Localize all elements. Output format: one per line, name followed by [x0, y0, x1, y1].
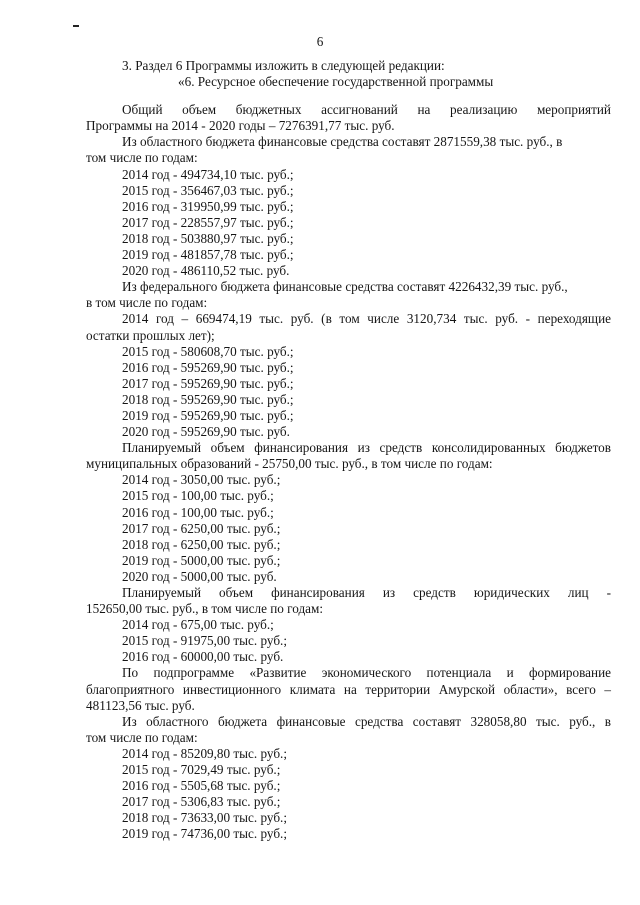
- sub-regional-line-1: Из областного бюджета финансовые средства составят 328058,80 тыс. руб., в: [122, 713, 611, 729]
- year-item: 2016 год - 60000,00 тыс. руб.: [122, 649, 284, 665]
- year-item: 2016 год - 595269,90 тыс. руб.;: [122, 359, 294, 375]
- total-line-2: Программы на 2014 - 2020 годы – 7276391,77 тыс. руб.: [86, 118, 395, 134]
- year-item: 2014 год - 675,00 тыс. руб.;: [122, 617, 274, 633]
- year-item: 2018 год - 595269,90 тыс. руб.;: [122, 391, 294, 407]
- sub-regional-line-2: том числе по годам:: [86, 729, 198, 745]
- year-item: 2019 год - 481857,78 тыс. руб.;: [122, 247, 294, 263]
- year-item: 2015 год - 91975,00 тыс. руб.;: [122, 633, 287, 649]
- subprogram-line-2: благоприятного инвестиционного климата на территории Амурской области», всего –: [86, 681, 611, 697]
- year-item: 2014 год - 494734,10 тыс. руб.;: [122, 166, 294, 182]
- federal-line-1: Из федерального бюджета финансовые средства составят 4226432,39 тыс. руб.,: [122, 279, 568, 295]
- legal-line-1: Планируемый объем финансирования из средств юридических лиц -: [122, 585, 611, 600]
- year-item: 2014 год - 85209,80 тыс. руб.;: [122, 745, 287, 761]
- federal-first-line-2: остатки прошлых лет);: [86, 327, 215, 343]
- year-item: 2017 год - 6250,00 тыс. руб.;: [122, 520, 281, 536]
- year-item: 2017 год - 228557,97 тыс. руб.;: [122, 214, 294, 230]
- year-item: 2016 год - 319950,99 тыс. руб.;: [122, 198, 294, 214]
- federal-years: [86, 344, 611, 441]
- municipal-line-2: муниципальных образований - 25750,00 тыс. руб., в том числе по годам:: [86, 456, 493, 472]
- year-item: 2015 год - 356467,03 тыс. руб.;: [122, 182, 294, 198]
- legal-years: [86, 617, 611, 665]
- regional-years: [86, 167, 611, 280]
- municipal-line-1: Планируемый объем финансирования из средств консолидированных бюджетов: [122, 440, 611, 456]
- section-heading: 3. Раздел 6 Программы изложить в следующей редакции:: [122, 58, 445, 73]
- year-item: 2016 год - 100,00 тыс. руб.;: [122, 504, 274, 520]
- legal-line-2: 152650,00 тыс. руб., в том числе по годам:: [86, 601, 324, 617]
- year-item: 2018 год - 503880,97 тыс. руб.;: [122, 230, 294, 246]
- year-item: 2020 год - 5000,00 тыс. руб.: [122, 568, 277, 584]
- section-title: «6. Ресурсное обеспечение государственной программы: [178, 74, 494, 90]
- year-item: 2019 год - 595269,90 тыс. руб.;: [122, 407, 294, 423]
- sub-regional-years: [86, 746, 611, 843]
- year-item: 2019 год - 5000,00 тыс. руб.;: [122, 552, 281, 568]
- year-item: 2015 год - 580608,70 тыс. руб.;: [122, 343, 294, 359]
- subprogram-line-3: 481123,56 тыс. руб.: [86, 697, 195, 713]
- year-item: 2017 год - 595269,90 тыс. руб.;: [122, 375, 294, 391]
- subprogram-line-1: По подпрограмме «Развитие экономического потенциала и формирование: [122, 665, 611, 681]
- federal-line-2: в том числе по годам:: [86, 295, 208, 311]
- scan-mark: [73, 25, 79, 27]
- municipal-years: [86, 472, 611, 585]
- year-item: 2014 год - 3050,00 тыс. руб.;: [122, 472, 281, 488]
- year-item: 2017 год - 5306,83 тыс. руб.;: [122, 794, 281, 810]
- federal-first-line-1: 2014 год – 669474,19 тыс. руб. (в том числе 3120,734 тыс. руб. - переходящие: [122, 311, 611, 327]
- year-item: 2015 год - 7029,49 тыс. руб.;: [122, 762, 281, 778]
- document-body: [86, 58, 611, 843]
- year-item: 2016 год - 5505,68 тыс. руб.;: [122, 778, 281, 794]
- year-item: 2018 год - 6250,00 тыс. руб.;: [122, 536, 281, 552]
- regional-line-2: том числе по годам:: [86, 150, 198, 166]
- year-item: 2018 год - 73633,00 тыс. руб.;: [122, 810, 287, 826]
- regional-line-1: Из областного бюджета финансовые средства составят 2871559,38 тыс. руб., в: [122, 134, 563, 150]
- year-item: 2020 год - 595269,90 тыс. руб.: [122, 424, 290, 440]
- year-item: 2015 год - 100,00 тыс. руб.;: [122, 488, 274, 504]
- year-item: 2019 год - 74736,00 тыс. руб.;: [122, 826, 287, 842]
- year-item: 2020 год - 486110,52 тыс. руб.: [122, 263, 290, 279]
- page-number: 6: [316, 34, 324, 49]
- total-line-1: Общий объем бюджетных ассигнований на реализацию мероприятий: [122, 102, 611, 118]
